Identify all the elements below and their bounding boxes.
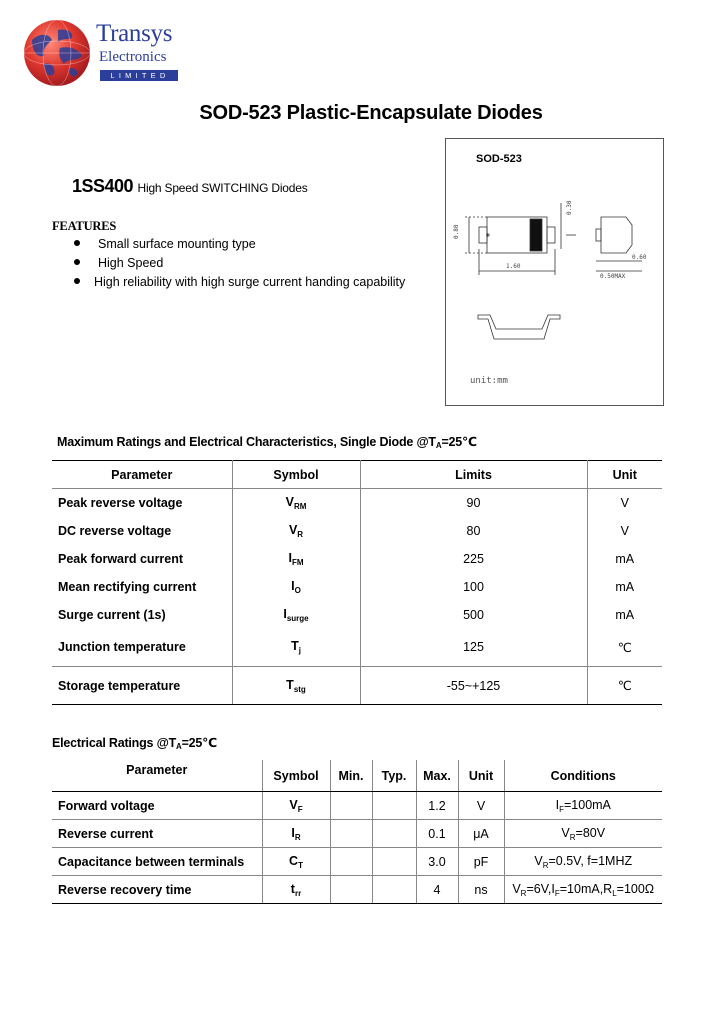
header-min: Min. <box>330 760 372 792</box>
header-parameter: Parameter <box>52 760 262 792</box>
header-typ: Typ. <box>372 760 416 792</box>
table-row: DC reverse voltage $V_R$ 80 V <box>52 517 662 545</box>
header-limits: Limits <box>360 461 587 489</box>
feature-item: High Speed <box>74 256 163 270</box>
dim-height-label: 0.80 <box>453 224 460 239</box>
feature-item: Small surface mounting type <box>74 237 256 251</box>
elec-ratings-table <box>52 760 662 904</box>
document-title: SOD-523 Plastic-Encapsulate Diodes <box>199 102 543 124</box>
company-logo-globe-icon <box>22 18 92 88</box>
table-row: Reverse current $I_R$ 0.1 μA $V_R=80V$ <box>52 820 662 848</box>
elec-ratings-title: Electrical Ratings $@T_A=25℃$ <box>52 736 218 751</box>
table-row: Storage temperature $T_{stg}$ -55~+125 ℃ <box>52 667 662 705</box>
table-header-row <box>52 461 662 489</box>
company-name: Transys <box>96 20 173 47</box>
package-title: SOD-523 <box>476 153 522 165</box>
feature-item: High reliability with high surge current handing capability <box>74 275 405 289</box>
part-number: 1SS400 <box>72 176 134 196</box>
max-ratings-title: Maximum Ratings and Electrical Characteristics, Single Diode $@T_A=25℃$ <box>57 435 477 450</box>
header-symbol: Symbol <box>232 461 360 489</box>
table-row: Capacitance between terminals $C_T$ 3.0 pF $V_R=0.5V$, f=1MHZ <box>52 848 662 876</box>
bullet-icon <box>74 240 80 246</box>
table-row: Peak forward current $I_{FM}$ 225 mA <box>52 545 662 573</box>
company-limited-badge: LIMITED <box>100 70 178 81</box>
dim-top-label: 0.30 <box>566 200 573 215</box>
condition-cell: $V_R=0.5V$, f=1MHZ <box>504 848 662 876</box>
bullet-icon <box>74 278 80 284</box>
header-symbol: Symbol <box>262 760 330 792</box>
table-row: Reverse recovery time $t_{rr}$ 4 ns $V_R=6V,I_F=10mA,R_L=100\Omega$ <box>52 876 662 904</box>
header-unit: Unit <box>458 760 504 792</box>
max-ratings-table <box>52 460 662 705</box>
condition-cell: $V_R=6V,I_F=10mA,R_L=100\Omega$ <box>504 876 662 904</box>
features-heading: FEATURES <box>52 219 117 233</box>
company-subtitle: Electronics <box>99 49 167 65</box>
dim-lead-label: 0.60 <box>632 254 647 261</box>
table-row: Junction temperature $T_j$ 125 ℃ <box>52 629 662 667</box>
table-row: Mean rectifying current $I_O$ 100 mA <box>52 573 662 601</box>
condition-cell: $V_R=80V$ <box>504 820 662 848</box>
header-parameter: Parameter <box>52 461 232 489</box>
header-unit: Unit <box>587 461 662 489</box>
bullet-icon <box>74 259 80 265</box>
dim-bottom-label: 0.50MAX <box>600 273 626 280</box>
table-header-row <box>52 760 662 792</box>
package-outline-drawing <box>446 139 663 405</box>
table-row: Forward voltage $V_F$ 1.2 V $I_F=100mA$ <box>52 792 662 820</box>
header-max: Max. <box>416 760 458 792</box>
part-description: High Speed SWITCHING Diodes <box>137 181 308 195</box>
part-line <box>72 176 308 197</box>
table-row: Surge current (1s) $I_{surge}$ 500 mA <box>52 601 662 629</box>
table-row: Peak reverse voltage $V_{RM}$ 90 V <box>52 489 662 517</box>
dim-width-label: 1.60 <box>506 263 521 270</box>
header-conditions: Conditions <box>504 760 662 792</box>
condition-cell: $I_F=100mA$ <box>504 792 662 820</box>
package-unit-note: unit:mm <box>470 376 508 386</box>
